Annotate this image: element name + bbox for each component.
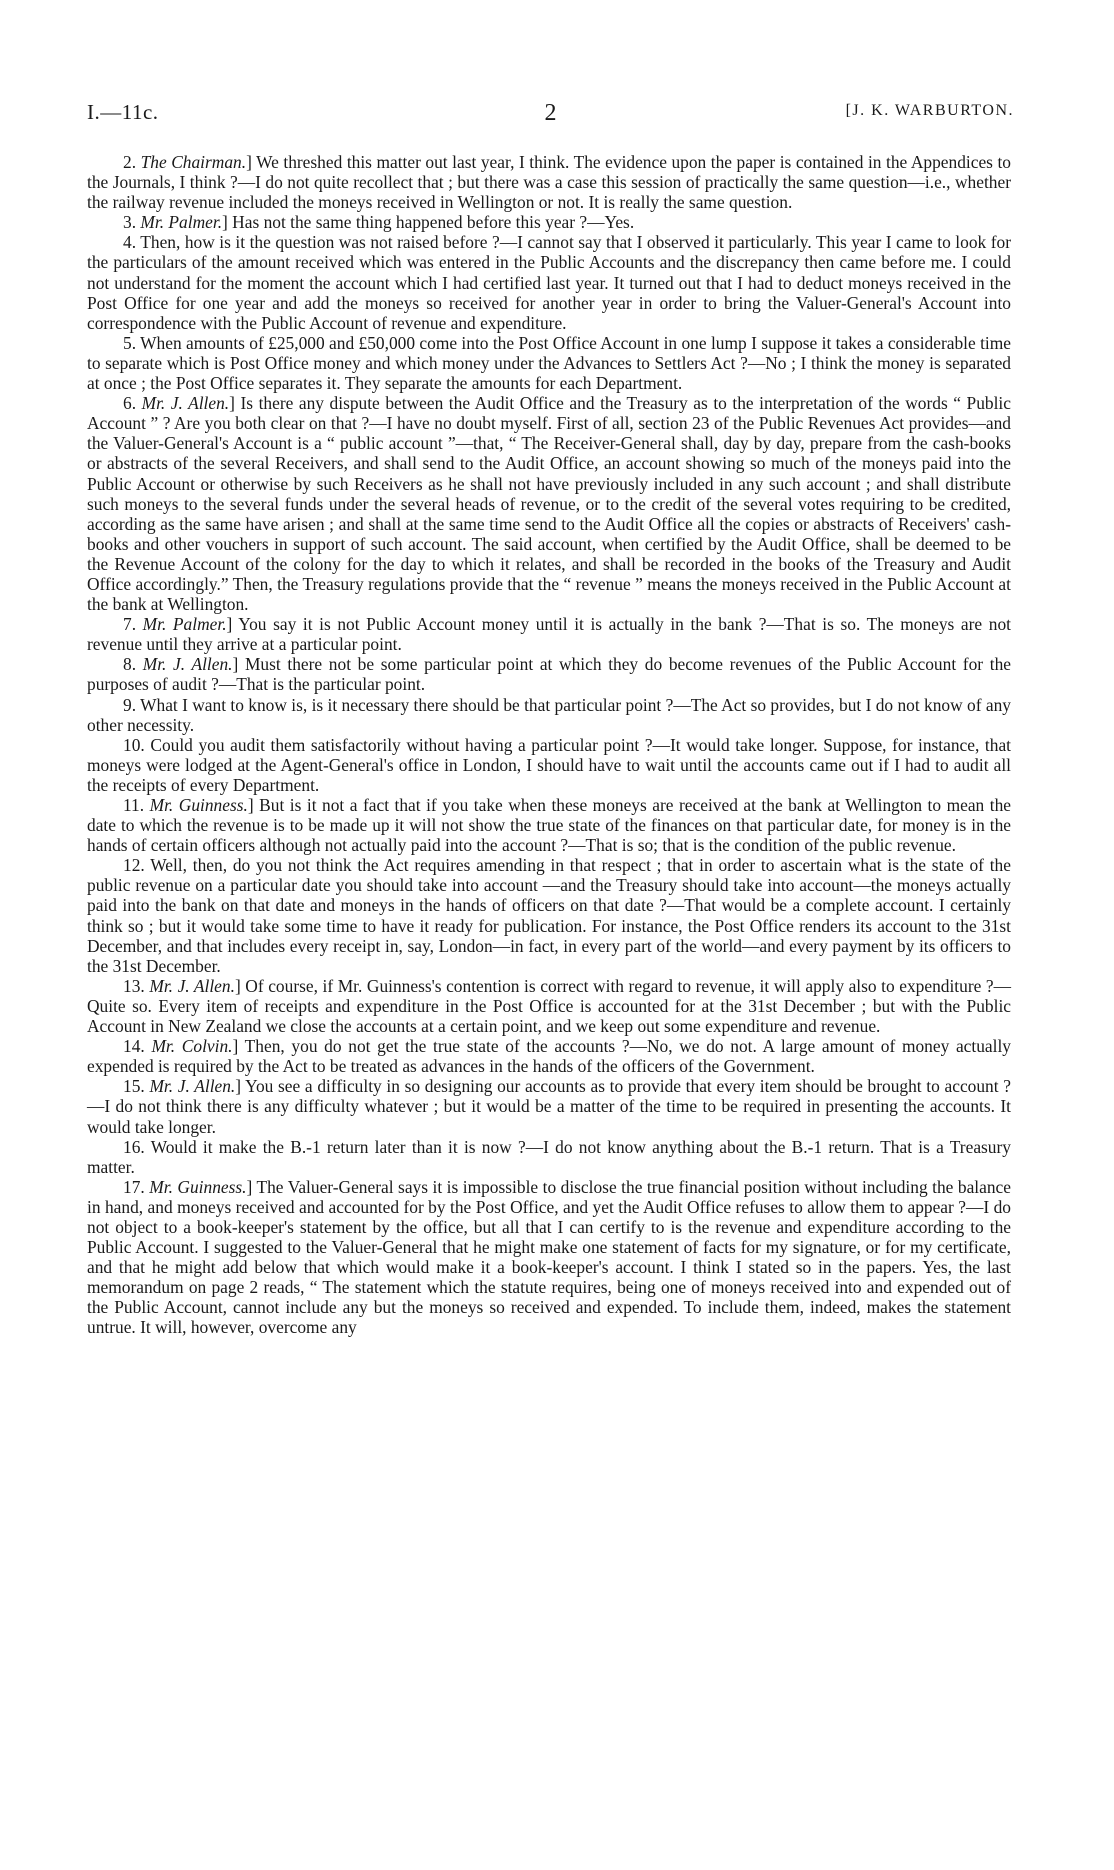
page-header [87, 100, 1014, 130]
paragraph-12 [87, 855, 1011, 976]
paragraph-number: 7. [123, 614, 137, 635]
paragraph-2 [87, 152, 1011, 212]
paragraph-text: What I want to know is, is it necessary there should be that particular point ?—The Act so provides, but I do not know of any other necessity. [87, 694, 1011, 735]
paragraph-number: 4. [123, 232, 137, 253]
paragraph-5 [87, 333, 1011, 393]
paragraph-number: 10. [123, 734, 145, 755]
paragraph-number: 2. [123, 152, 137, 172]
speaker-name: Mr. J. Allen. [142, 654, 233, 675]
witness-name: [J. K. WARBURTON. [845, 102, 1014, 119]
paragraph-text: ] Must there not be some particular point at which they do become revenues of the Public Account for the purposes of audit ?—That is the particular point. [87, 654, 1011, 695]
paragraph-text: ] Then, you do not get the true state of the accounts ?—No, we do not. A large amount of money actually expended is required by the Act to be treated as advances in the hands of the officers of the Government. [87, 1036, 1011, 1077]
paragraph-text: ] Has not the same thing happened before this year ?—Yes. [222, 212, 635, 233]
speaker-name: Mr. Palmer. [140, 212, 223, 233]
paragraph-number: 16. [123, 1136, 145, 1157]
paragraph-number: 15. [123, 1076, 145, 1097]
speaker-name: Mr. J. Allen. [141, 393, 230, 414]
paragraph-14 [87, 1036, 1011, 1076]
paragraph-text: ] But is it not a fact that if you take when these moneys are received at the bank at Wellington to mean the date to which the revenue is to be made up it will not show the true state of the finances on that particular date, for money is in the hands of certain officers although not actually paid into the account ?—That is so; that is the condition of the public revenue. [87, 795, 1011, 856]
paragraph-number: 14. [123, 1036, 145, 1057]
paragraph-6 [87, 393, 1011, 614]
paragraph-11 [87, 795, 1011, 855]
speaker-name: Mr. Guinness. [149, 1176, 247, 1197]
speaker-name: Mr. J. Allen. [149, 1076, 236, 1097]
paragraph-9 [87, 695, 1011, 735]
paragraph-text: Would it make the B.-1 return later than it is now ?—I do not know anything about the B.-1 return. That is a Treasury matter. [87, 1136, 1011, 1177]
paragraph-3 [87, 212, 1011, 232]
paragraph-number: 3. [123, 212, 137, 233]
paragraph-4 [87, 232, 1011, 332]
paragraph-number: 11. [123, 795, 145, 815]
paragraph-text: Could you audit them satisfactorily without having a particular point ?—It would take longer. Suppose, for instance, that moneys were lodged at the Agent-General's office in London, I should have to wait until the accounts came out if I had to audit all the receipts of every Department. [87, 734, 1011, 795]
paragraph-text: ] You say it is not Public Account money until it is actually in the bank ?—That is so. The moneys are not revenue until they arrive at a particular point. [87, 614, 1011, 655]
speaker-name: Mr. J. Allen. [149, 975, 235, 996]
paragraph-text: ] We threshed this matter out last year, I think. The evidence upon the paper is contained in the Appendices to the Journals, I think ?—I do not quite recollect that ; but there was a case this session of practically the same question—i.e., whether the railway revenue included the moneys received in Wellington or not. It is really the same question. [87, 152, 1011, 213]
paragraph-text: Well, then, do you not think the Act requires amending in that respect ; that in order to ascertain what is the state of the public revenue on a particular date you should take into account —and the Treasury should take into account—the moneys actually paid into the bank on that date and moneys in the hands of officers on that date ?—That would be a complete account. I certainly think so ; but it would take some time to have it ready for publication. For instance, the Post Office renders its account to the 31st December, and that includes every receipt in, say, London—in fact, in every part of the world—and every payment by its officers to the 31st December. [87, 855, 1011, 976]
paragraph-number: 6. [123, 393, 137, 414]
speaker-name: Mr. Colvin. [151, 1036, 233, 1057]
paragraph-number: 13. [123, 975, 145, 996]
page-body [87, 152, 1011, 1338]
paragraph-number: 17. [123, 1176, 145, 1197]
paragraph-text: ] The Valuer-General says it is impossible to disclose the true financial position without including the balance in hand, and moneys received and accounted for by the Post Office, and yet the Audit Office refuses to allow them to appear ?—I do not object to a book-keeper's statement by the office, but all that I can certify to is the revenue and expenditure according to the Public Account. I suggested to the Valuer-General that he might make one statement of facts for my signature, or for my certificate, and that he might add below that which would make it a book-keeper's account. I think I stated so in the papers. Yes, the last memorandum on page 2 reads, “ The statement which the statute requires, being one of moneys received into and expended out of the Public Account, cannot include any but the moneys so received and expended. To include them, indeed, makes the statement untrue. It will, however, overcome any [87, 1176, 1011, 1338]
paragraph-text: When amounts of £25,000 and £50,000 come into the Post Office Account in one lump I suppose it takes a considerable time to separate which is Post Office money and which money under the Advances to Settlers Act ?—No ; I think the money is separated at once ; the Post Office separates it. They separate the amounts for each Department. [87, 332, 1011, 394]
paragraph-7 [87, 614, 1011, 654]
page-number: 2 [544, 100, 557, 126]
paragraph-number: 5. [123, 332, 137, 353]
paragraph-number: 9. [123, 694, 137, 715]
paragraph-16 [87, 1137, 1011, 1177]
paragraph-text: ] Of course, if Mr. Guinness's contention is correct with regard to revenue, it will apply also to expenditure ?—Quite so. Every item of receipts and expenditure in the Post Office is accounted for at the 31st December ; but with the Public Account in New Zealand we close the accounts at a certain point, and we keep out some expenditure and revenue. [87, 975, 1012, 1037]
paragraph-number: 8. [123, 654, 137, 675]
paragraph-text: ] Is there any dispute between the Audit Office and the Treasury as to the interpretation of the words “ Public Account ” ? Are you both clear on that ?—I have no doubt myself. First of all, section 23 of the Public Revenues Act provides—and the Valuer-General's Account is a “ public account ”—that, “ The Receiver-General shall, day by day, prepare from the cash-books or abstracts of the several Receivers, and shall send to the Audit Office, an account showing so much of the moneys paid into the Public Account or otherwise by such Receivers as he shall not have previously included in any such account ; and shall distribute such moneys to the several funds under the several heads of revenue, or to the credit of the several votes requiring to be credited, according as the same have arisen ; and shall at the same time send to the Audit Office all the copies or abstracts of Receivers' cash-books and other vouchers in support of such account. The said account, when certified by the Audit Office, shall be deemed to be the Revenue Account of the colony for the day to which it relates, and shall be recorded in the books of the Treasury and Audit Office accordingly.” Then, the Treasury regulations provide that the “ revenue ” means the moneys received in the Public Account at the bank at Wellington. [87, 393, 1011, 615]
paragraph-text: ] You see a difficulty in so designing our accounts as to provide that every item should be brought to account ?—I do not think there is any difficulty whatever ; but it would be a matter of the time to be required in presenting the accounts. It would take longer. [87, 1076, 1011, 1137]
paragraph-number: 12. [123, 855, 145, 876]
paragraph-13 [87, 976, 1011, 1036]
paragraph-text: Then, how is it the question was not raised before ?—I cannot say that I observed it particularly. This year I came to look for the particulars of the amount received which was entered in the Public Accounts and the discrepancy then came before me. I could not understand for the moment the account which I had certified last year. It turned out that I had to deduct moneys received in the Post Office for one year and add the moneys so received for another year in order to bring the Valuer-General's Account into correspondence with the Public Account of revenue and expenditure. [87, 232, 1011, 333]
paragraph-15 [87, 1076, 1011, 1136]
paragraph-8 [87, 654, 1011, 694]
speaker-name: Mr. Palmer. [142, 614, 227, 635]
paper-reference: I.—11c. [87, 100, 159, 124]
speaker-name: Mr. Guinness. [149, 795, 248, 815]
speaker-name: The Chairman. [140, 152, 247, 172]
paragraph-10 [87, 735, 1011, 795]
paragraph-17 [87, 1177, 1011, 1338]
